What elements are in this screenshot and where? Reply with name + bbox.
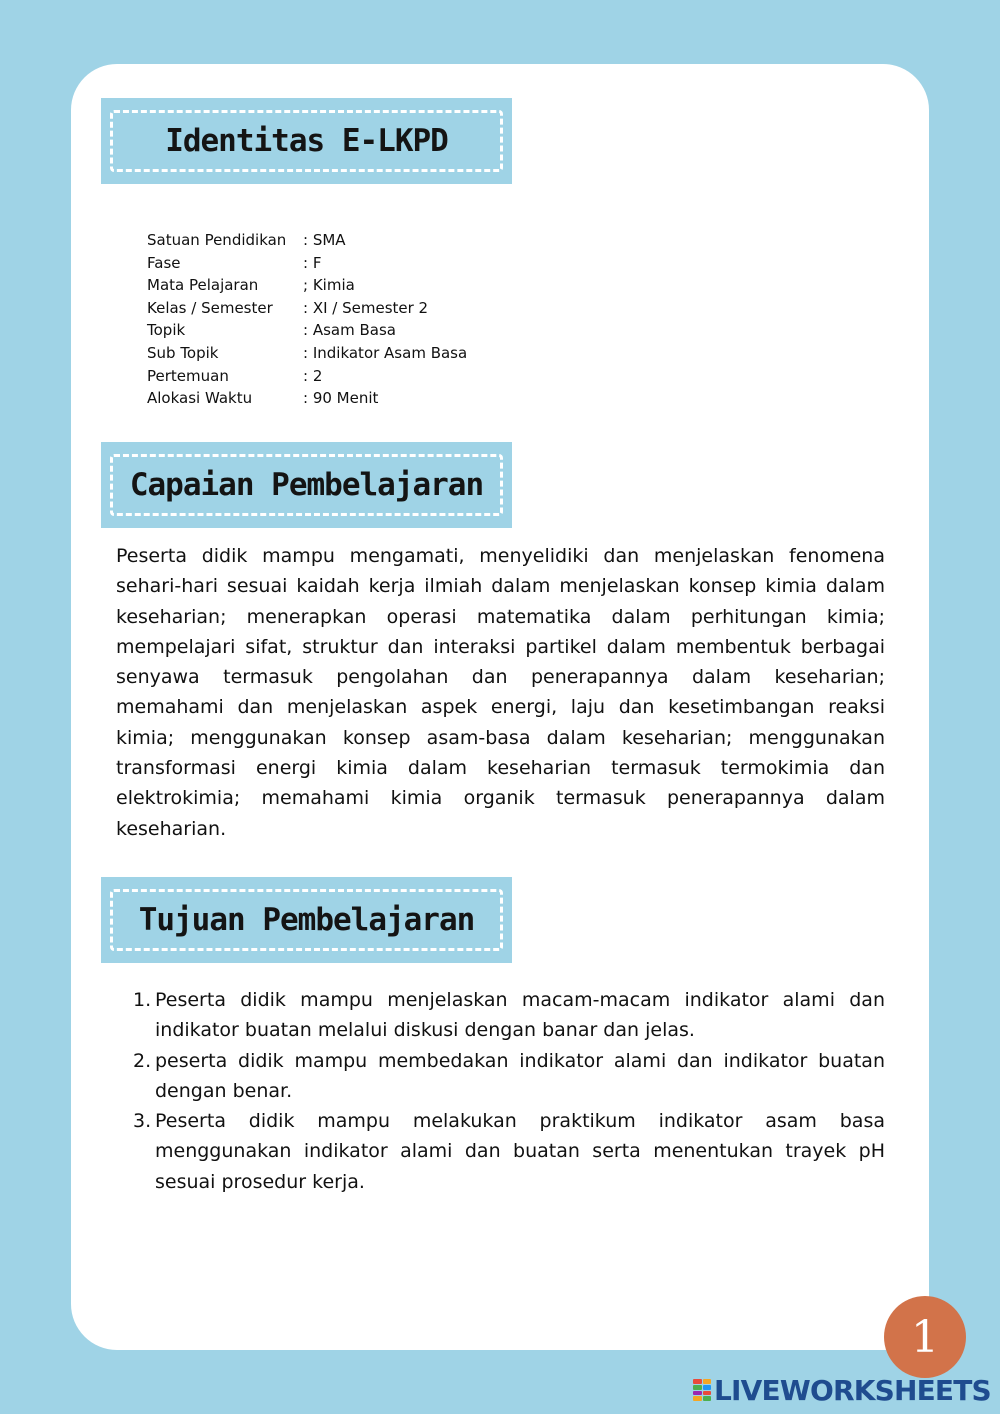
capaian-banner (101, 442, 512, 528)
identity-list (147, 229, 467, 410)
identity-row: Alokasi Waktu : 90 Menit (147, 389, 379, 408)
page-number-badge: 1 (884, 1296, 966, 1378)
tujuan-list (133, 985, 885, 1197)
liveworksheets-logo (693, 1374, 991, 1406)
list-item: 3. Peserta didik mampu melakukan praktikum indikator asam basa menggunakan indikator alami dan buatan serta menentukan trayek pH sesuai prosedur kerja. (133, 1110, 885, 1193)
identity-row: Satuan Pendidikan : SMA (147, 231, 346, 249)
list-item: 1. Peserta didik mampu menjelaskan macam-macam indikator alami dan indikator buatan melalui diskusi dengan banar dan jelas. (133, 989, 885, 1042)
identity-row: Mata Pelajaran ; Kimia (147, 276, 355, 295)
identity-title: Identitas E-LKPD (165, 123, 448, 159)
liveworksheets-icon (693, 1379, 711, 1401)
identity-row: Kelas / Semester : XI / Semester 2 (147, 298, 429, 317)
liveworksheets-text: LIVEWORKSHEETS (714, 1373, 991, 1407)
identity-row: Pertemuan : 2 (147, 366, 323, 385)
identity-row: Fase : F (147, 253, 322, 272)
identity-banner (101, 98, 512, 184)
identity-row: Topik : Asam Basa (147, 321, 396, 340)
identity-row: Sub Topik : Indikator Asam Basa (147, 343, 468, 362)
tujuan-title: Tujuan Pembelajaran (138, 902, 475, 938)
capaian-title: Capaian Pembelajaran (129, 467, 484, 503)
list-item: 2. peserta didik mampu membedakan indikator alami dan indikator buatan dengan benar. (133, 1049, 885, 1102)
capaian-paragraph: Peserta didik mampu mengamati, menyelidiki dan menjelaskan fenomena sehari-hari sesuai kaidah kerja ilmiah dalam menjelaskan konsep kimia dalam keseharian; menerapkan operasi matematika dalam perhitungan kimia; mempelajari sifat, struktur dan interaksi partikel dalam membentuk berbagai senyawa termasuk pengolahan dan penerapannya dalam keseharian; memahami dan menjelaskan aspek energi, laju dan kesetimbangan reaksi kimia; menggunakan konsep asam-basa dalam keseharian; menggunakan transformasi energi kimia dalam keseharian termasuk termokimia dan elektrokimia; memahami kimia organik termasuk penerapannya dalam keseharian. (116, 545, 885, 840)
tujuan-banner (101, 877, 512, 963)
